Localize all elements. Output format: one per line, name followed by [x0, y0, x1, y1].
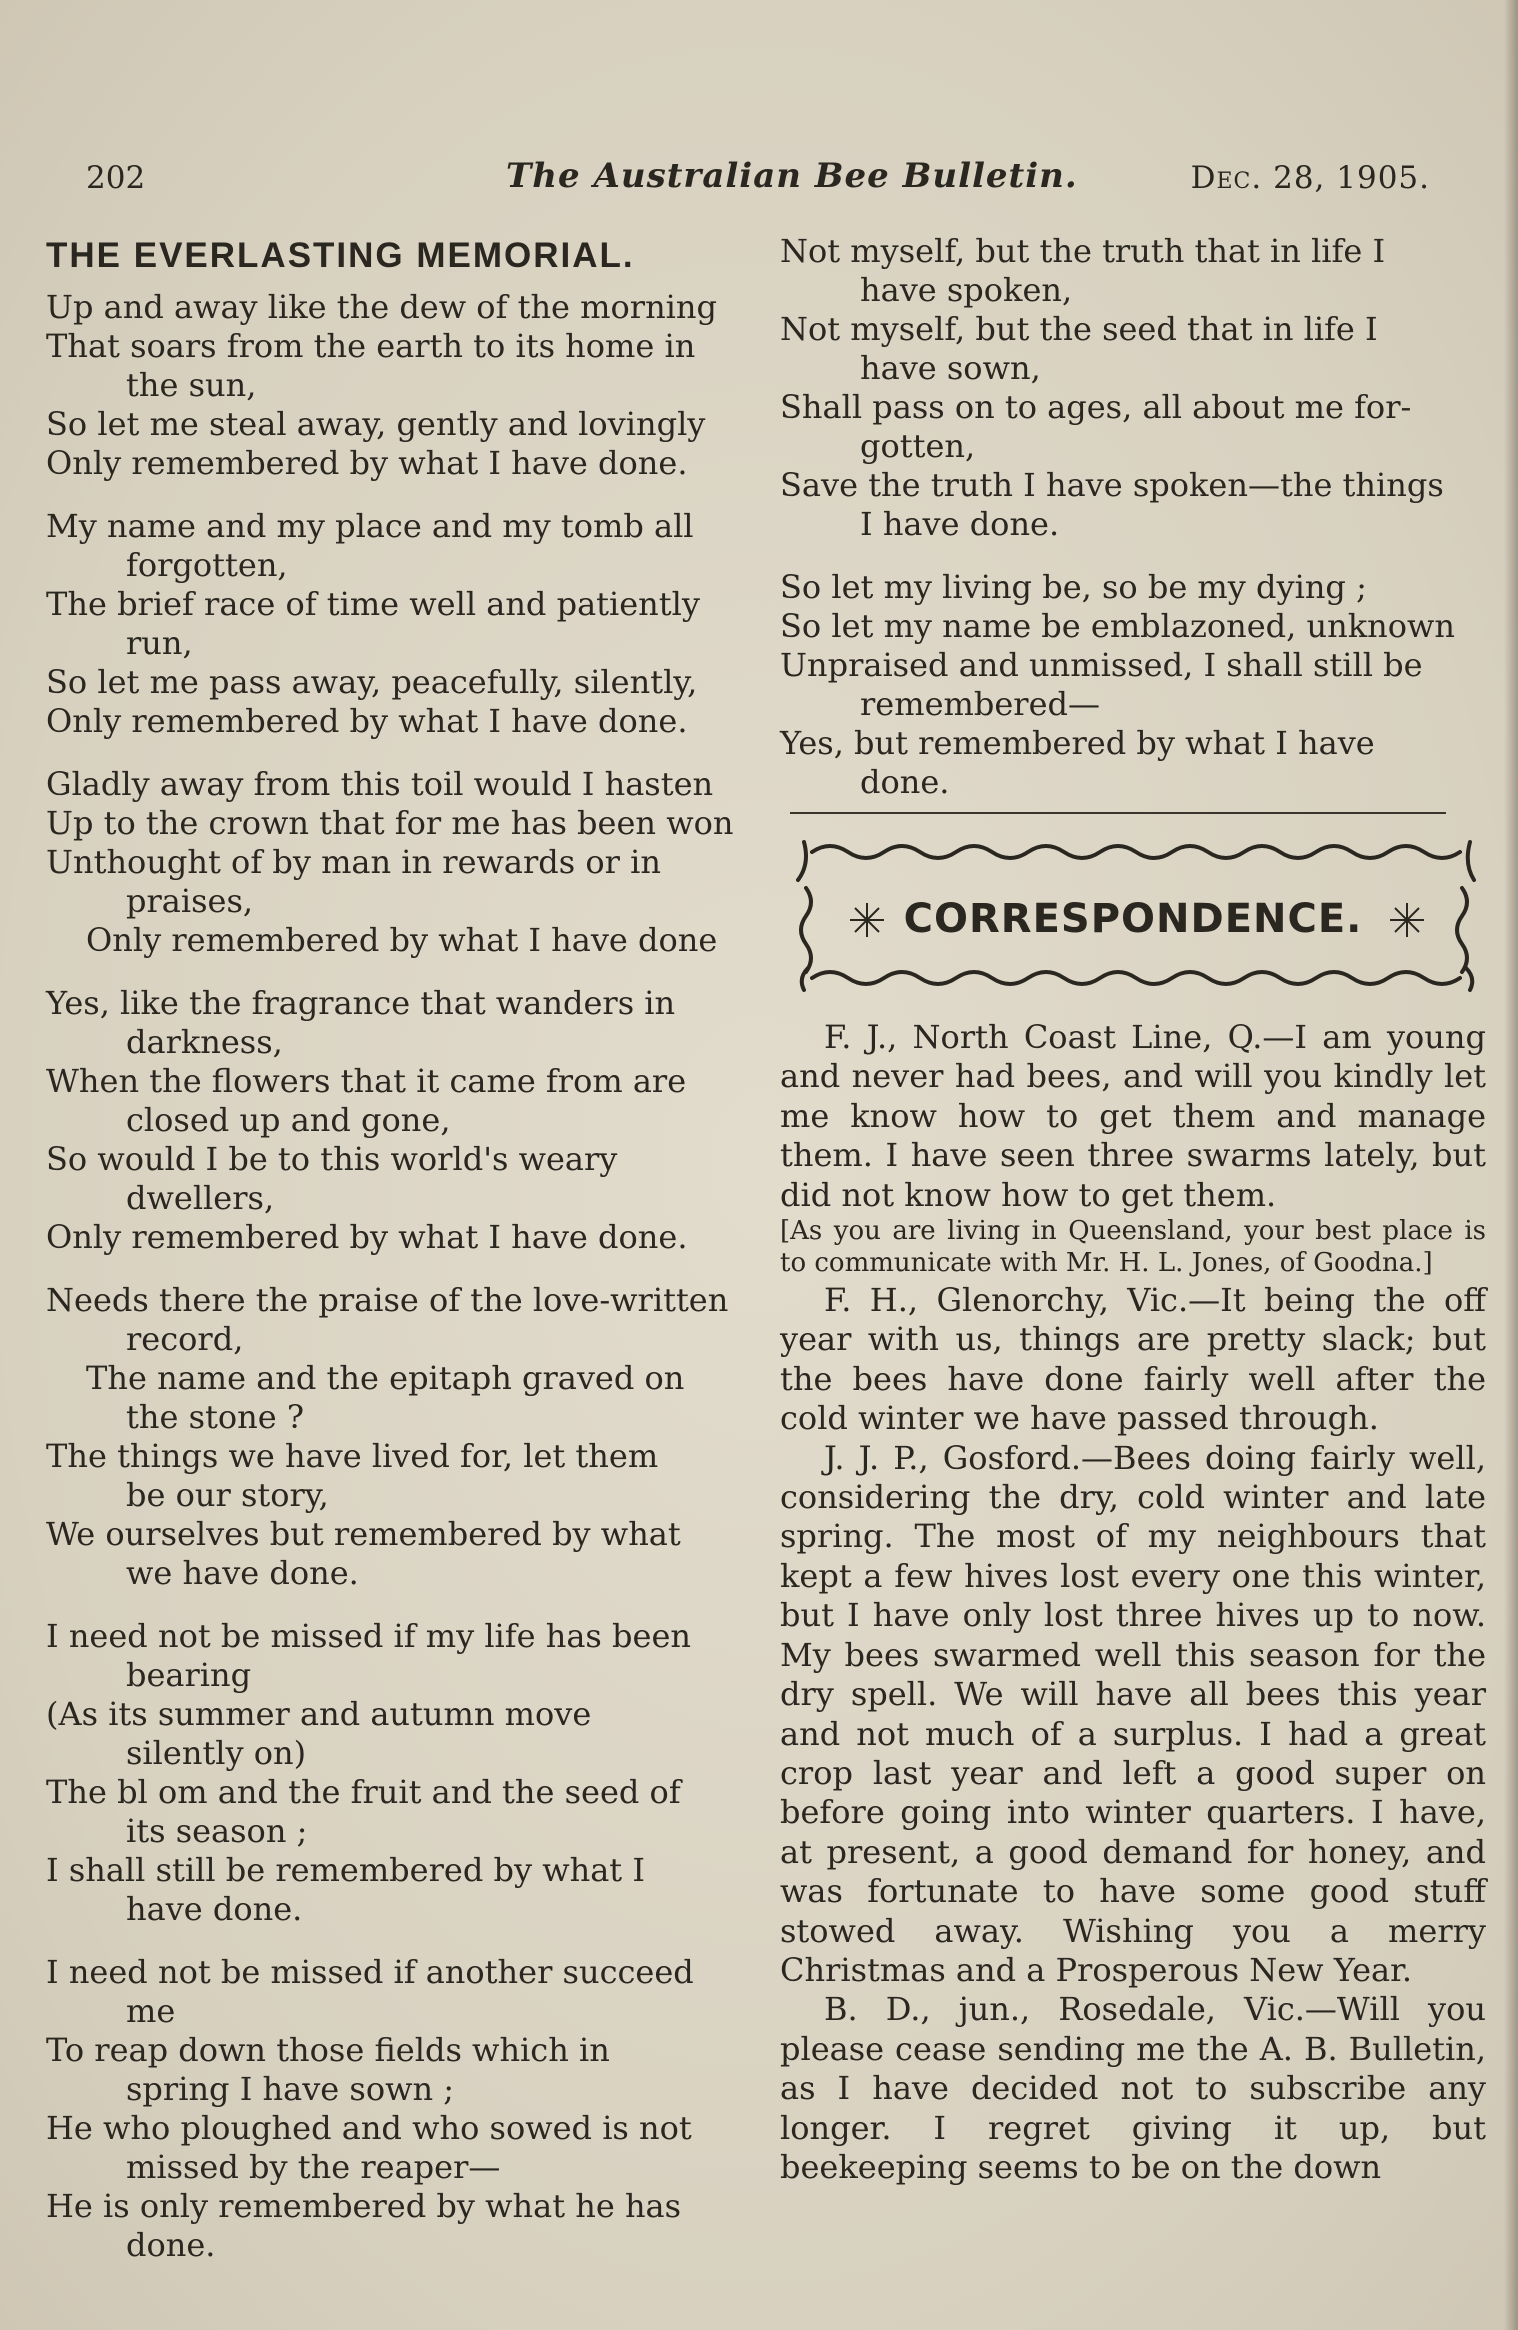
- poem-line: Save the truth I have spoken—the things: [780, 466, 1444, 504]
- letter-paragraph: J. J. P., Gosford.—Bees doing fairly well, considering the dry, cold winter and late spring. The most of my neighbours that kept a few hives lost every one this winter, but I have only lost three hives up to now. My bees swarmed well this season for the dry spell. We will have all bees this year and not much of a surplus. I had a great crop last year and left a good super on before going into winter quarters. I have, at present, a good demand for honey, and was fortunate to have some good stuff stowed away. Wishing you a merry Christmas and a Prosperous New Year.: [780, 1438, 1486, 1989]
- correspondence-heading-box: [780, 828, 1486, 998]
- poem-line: bearing: [126, 1656, 252, 1694]
- poem-stanza: [46, 1281, 752, 1593]
- poem-line: I need not be missed if my life has been: [46, 1617, 691, 1655]
- poem-stanza: [780, 568, 1486, 802]
- poem-line: Up and away like the dew of the morning: [46, 288, 717, 326]
- poem-line: My name and my place and my tomb all: [46, 507, 694, 545]
- poem-stanza: [46, 1953, 752, 2265]
- page-number: 202: [86, 160, 146, 196]
- section-divider: [790, 812, 1446, 814]
- poem-line: Yes, but remembered by what I have: [780, 724, 1375, 762]
- poem-line: The bl om and the fruit and the seed of: [46, 1773, 681, 1811]
- poem-line: forgotten,: [126, 546, 288, 584]
- letter-paragraph: F. J., North Coast Line, Q.—I am young and never had bees, and will you kindly let me know how to get them and manage them. I have seen three swarms lately, but did not know how to get them.: [780, 1018, 1486, 1214]
- poem-line: To reap down those fields which in: [46, 2031, 610, 2069]
- letter-paragraph: F. H., Glenorchy, Vic.—It being the off year with us, things are pretty slack; but the bees have done fairly well after the cold winter we have passed through.: [780, 1281, 1486, 1438]
- poem-line: closed up and gone,: [126, 1101, 451, 1139]
- poem-title: THE EVERLASTING MEMORIAL.: [46, 236, 635, 275]
- poem-line: (As its summer and autumn move: [46, 1695, 592, 1733]
- issue-date: Dec. 28, 1905.: [1190, 160, 1430, 196]
- poem-line: Up to the crown that for me has been won: [46, 804, 734, 842]
- poem-line: Yes, like the fragrance that wanders in: [46, 984, 676, 1022]
- poem-line: Shall pass on to ages, all about me for-: [780, 388, 1412, 426]
- poem-line: Only remembered by what I have done.: [46, 444, 688, 482]
- poem-line: He is only remembered by what he has: [46, 2187, 682, 2225]
- poem-line: spring I have sown ;: [126, 2070, 455, 2108]
- poem-line: The name and the epitaph graved on: [86, 1359, 685, 1397]
- poem-stanza: [46, 1617, 752, 1929]
- poem-line: Gladly away from this toil would I hasten: [46, 765, 714, 803]
- poem-line: I need not be missed if another succeed: [46, 1953, 694, 1991]
- poem-line: we have done.: [126, 1554, 359, 1592]
- poem-line: Only remembered by what I have done.: [46, 1218, 688, 1256]
- poem-stanza: [46, 984, 752, 1257]
- poem-line: run,: [126, 624, 193, 662]
- poem-line: I have done.: [860, 505, 1060, 543]
- journal-title: The Australian Bee Bulletin.: [506, 156, 1078, 196]
- poem-line: done.: [126, 2226, 216, 2264]
- poem-line: We ourselves but remembered by what: [46, 1515, 681, 1553]
- poem-line: That soars from the earth to its home in: [46, 327, 696, 365]
- poem-line: done.: [860, 763, 950, 801]
- right-column: [780, 232, 1486, 2187]
- poem-stanza: [46, 288, 752, 483]
- poem-line: me: [126, 1992, 176, 2030]
- poem-stanza: [780, 232, 1486, 544]
- poem-line: record,: [126, 1320, 244, 1358]
- poem-line: Not myself, but the truth that in life I: [780, 232, 1386, 270]
- poem-line: The brief race of time well and patiently: [46, 585, 700, 623]
- poem-line: have spoken,: [860, 271, 1073, 309]
- poem-body: [46, 288, 752, 2265]
- poem-line: So would I be to this world's weary: [46, 1140, 618, 1178]
- editor-reply: [As you are living in Queensland, your best place is to communicate with Mr. H. L. Jones, of Goodna.]: [780, 1216, 1486, 1279]
- poem-stanza: [46, 507, 752, 741]
- poem-line: the stone ?: [126, 1398, 304, 1436]
- poem-line: He who ploughed and who sowed is not: [46, 2109, 692, 2147]
- poem-line: Only remembered by what I have done: [86, 921, 718, 959]
- poem-line: its season ;: [126, 1812, 308, 1850]
- correspondence-letters: [780, 1018, 1486, 2187]
- poem-line: darkness,: [126, 1023, 283, 1061]
- poem-line: praises,: [126, 882, 254, 920]
- poem-line: So let my name be emblazoned, unknown: [780, 607, 1455, 645]
- poem-line: The things we have lived for, let them: [46, 1437, 659, 1475]
- poem-line: Needs there the praise of the love-written: [46, 1281, 729, 1319]
- poem-line: missed by the reaper—: [126, 2148, 501, 2186]
- poem-line: have sown,: [860, 349, 1041, 387]
- poem-line: the sun,: [126, 366, 257, 404]
- poem-continued: [780, 232, 1486, 802]
- poem-line: be our story,: [126, 1476, 329, 1514]
- poem-line: So let me steal away, gently and lovingly: [46, 405, 706, 443]
- correspondence-heading: CORRESPONDENCE.: [903, 896, 1363, 942]
- poem-line: So let my living be, so be my dying ;: [780, 568, 1367, 606]
- poem-line: gotten,: [860, 427, 976, 465]
- left-column: [46, 236, 752, 2289]
- poem-line: Not myself, but the seed that in life I: [780, 310, 1378, 348]
- poem-line: dwellers,: [126, 1179, 275, 1217]
- page-header: [86, 156, 1466, 210]
- poem-stanza: [46, 765, 752, 960]
- poem-line: So let me pass away, peacefully, silently,: [46, 663, 698, 701]
- poem-line: When the flowers that it came from are: [46, 1062, 687, 1100]
- poem-line: silently on): [126, 1734, 307, 1772]
- poem-line: I shall still be remembered by what I: [46, 1851, 645, 1889]
- letter-paragraph: B. D., jun., Rosedale, Vic.—Will you please cease sending me the A. B. Bulletin, as I have decided not to subscribe any longer. I regret giving it up, but beekeeping seems to be on the down: [780, 1990, 1486, 2186]
- poem-line: remembered—: [860, 685, 1100, 723]
- poem-line: Unpraised and unmissed, I shall still be: [780, 646, 1423, 684]
- poem-line: Only remembered by what I have done.: [46, 702, 688, 740]
- poem-line: Unthought of by man in rewards or in: [46, 843, 661, 881]
- poem-line: have done.: [126, 1890, 303, 1928]
- page-edge-shadow: [1504, 0, 1518, 2330]
